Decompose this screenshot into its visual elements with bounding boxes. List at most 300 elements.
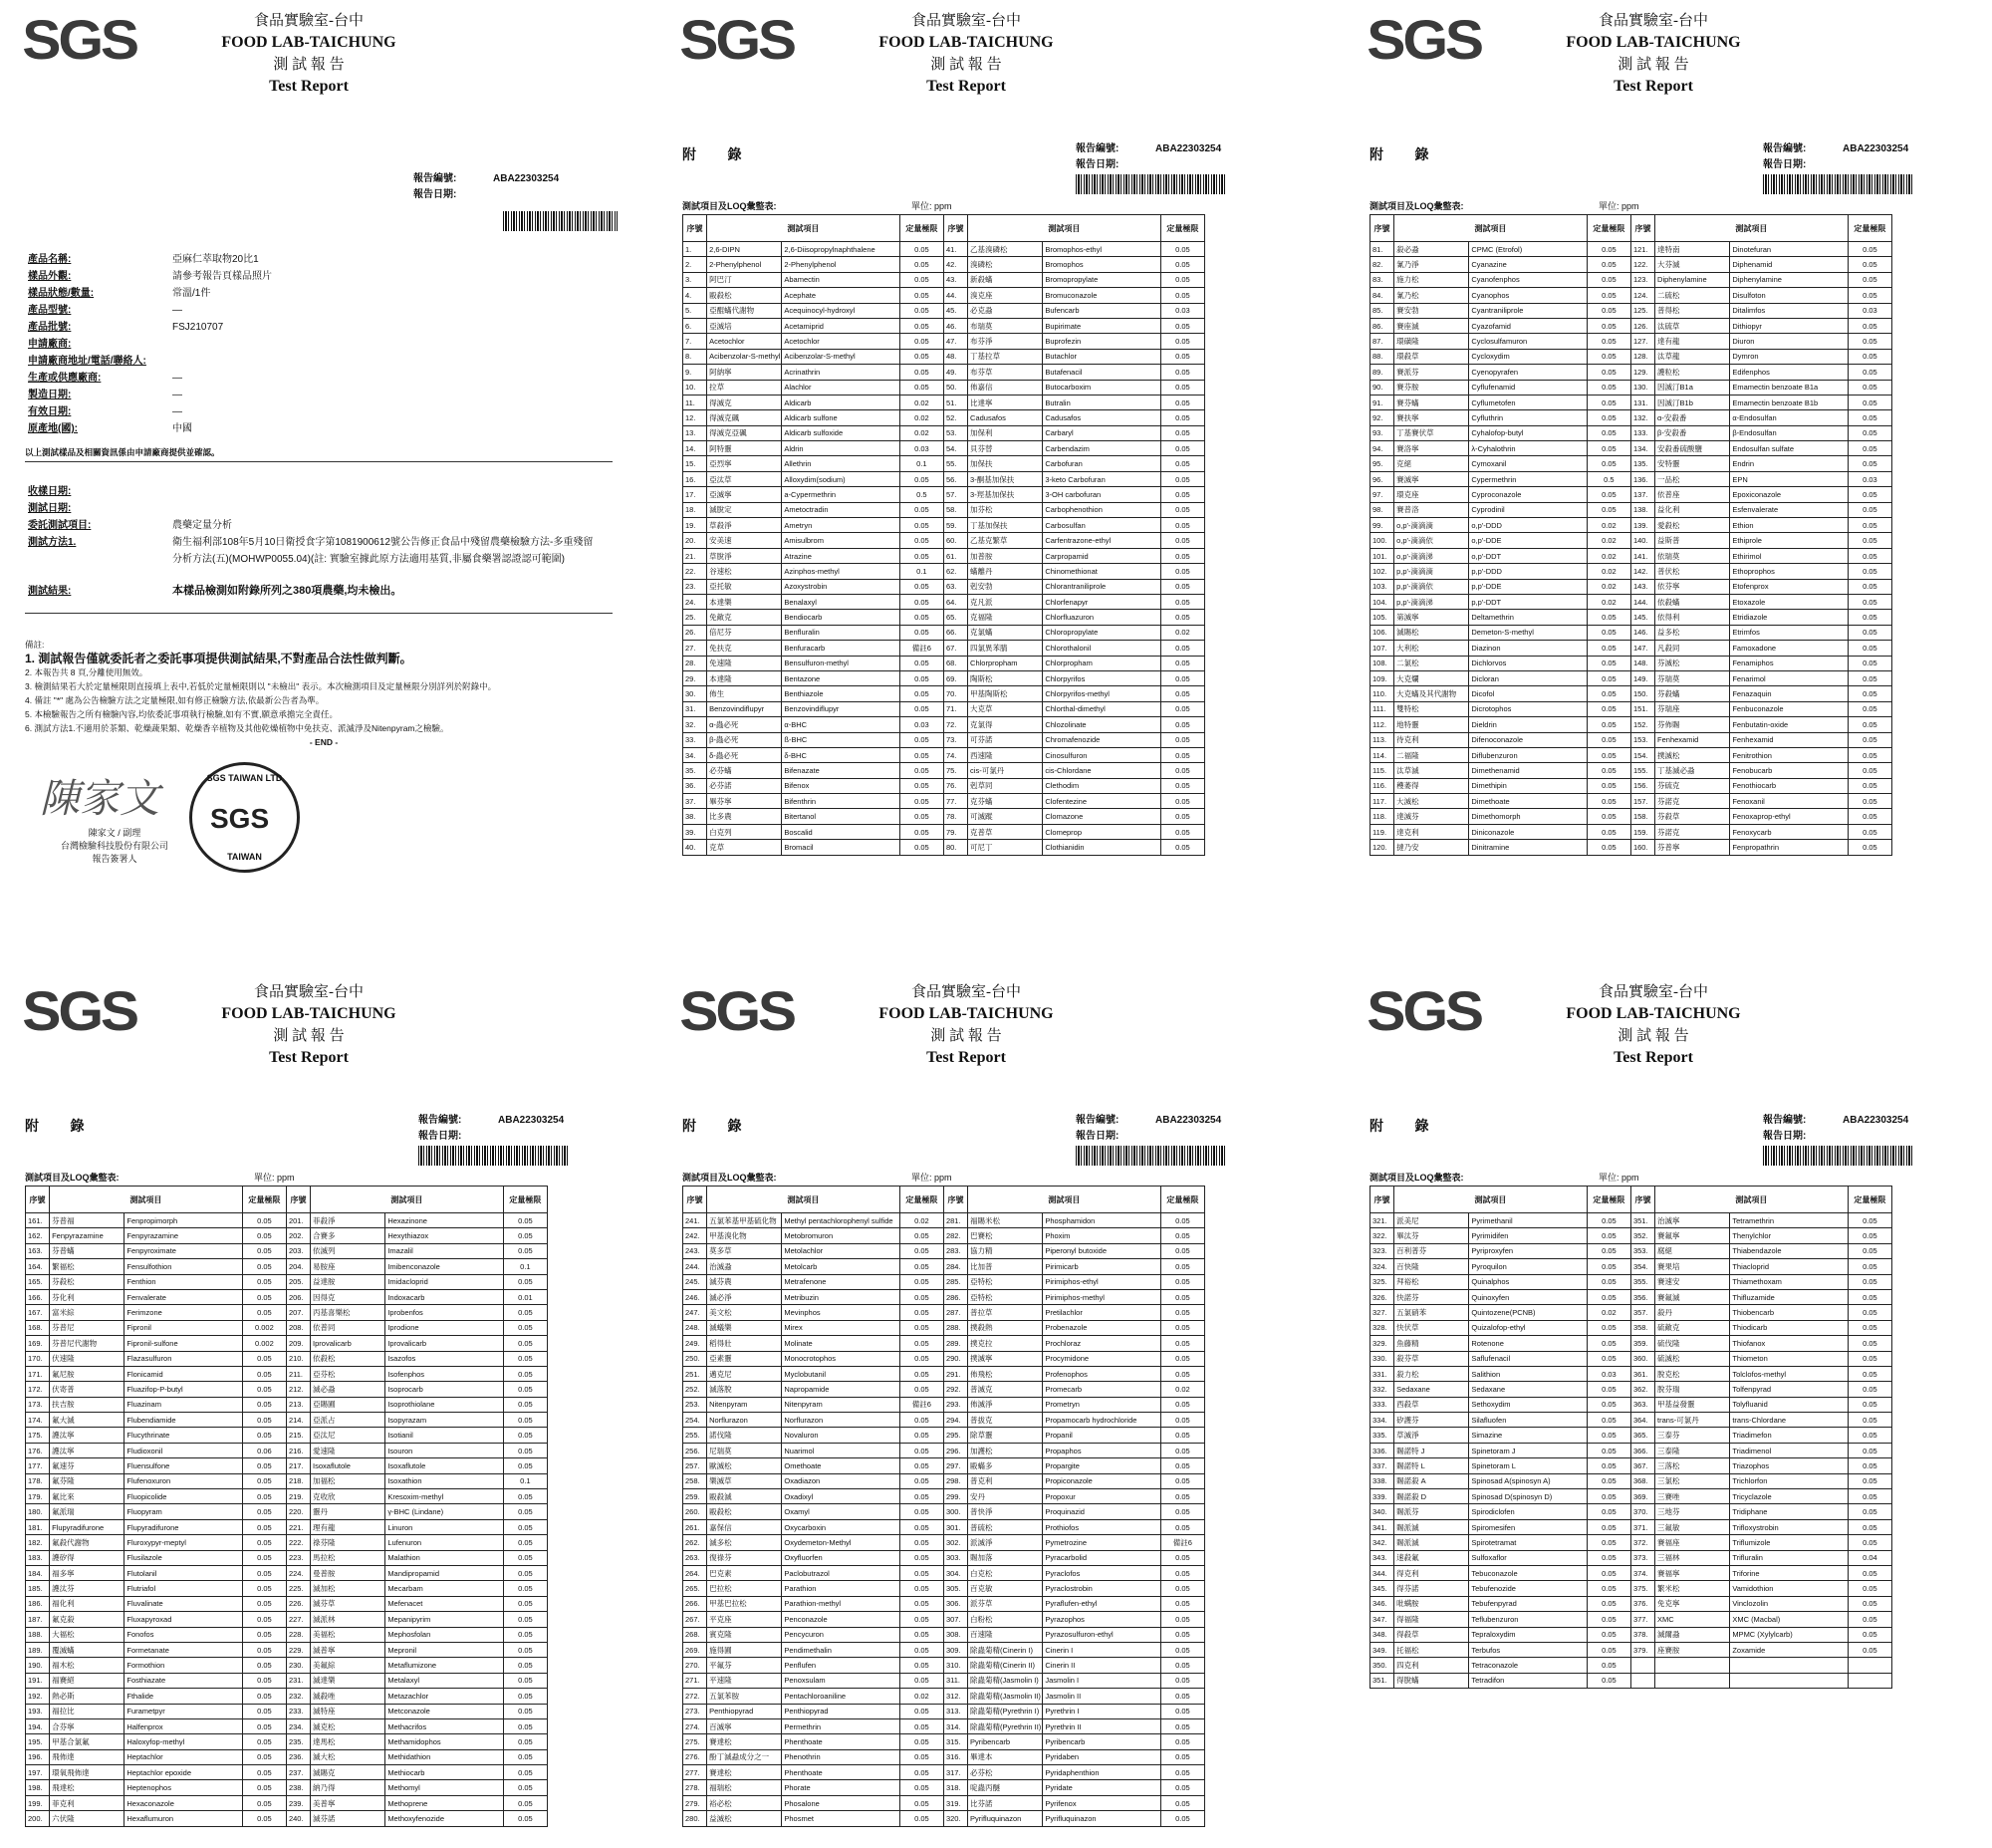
table-cell: 0.05 (242, 1704, 286, 1718)
table-cell: 181. (26, 1519, 50, 1534)
table-row (683, 242, 1205, 257)
table-row (683, 288, 1205, 303)
table-cell: 滅賜克 (311, 1765, 385, 1780)
table-cell: Cinerin I (1043, 1642, 1160, 1657)
table-cell: 291. (943, 1366, 967, 1381)
table-cell: Chlorothalonil (1043, 641, 1160, 656)
table-cell: 45. (943, 303, 967, 318)
table-row (26, 1443, 548, 1457)
table-cell: Hexaflumuron (124, 1811, 242, 1826)
table-cell: 菲殺淨 (311, 1213, 385, 1228)
table-cell: Hexazinone (385, 1213, 503, 1228)
table-cell: 309. (943, 1642, 967, 1657)
table-cell: Bensulfuron-methyl (782, 656, 899, 670)
table-cell: 54. (943, 441, 967, 456)
table-cell: Quinoxyfen (1469, 1289, 1587, 1304)
table-cell: 129. (1630, 365, 1654, 380)
table-row (683, 778, 1205, 793)
table-cell: 51. (943, 395, 967, 409)
table-cell: Pyrimethanil (1469, 1213, 1587, 1228)
table-cell: 112. (1370, 717, 1394, 732)
table-row (1370, 1243, 1892, 1258)
table-cell: Heptenophos (124, 1780, 242, 1795)
lab-name-zh: 食品實驗室-台中 (911, 13, 1021, 29)
table-cell: 滅芬農 (707, 1274, 782, 1289)
table-cell: 巴拉松 (707, 1581, 782, 1596)
table-cell: 白克松 (968, 1565, 1043, 1580)
table-cell: 332. (1370, 1382, 1394, 1397)
table-cell: 14. (683, 441, 707, 456)
table-cell: 賽洛寧 (1394, 441, 1469, 456)
table-cell: Bromuconazole (1043, 288, 1160, 303)
table-row (1370, 747, 1892, 762)
table-cell: 313. (943, 1704, 967, 1718)
table-cell: 272. (683, 1689, 707, 1704)
table-cell: 環克座 (1394, 487, 1469, 502)
test-result (28, 583, 401, 600)
table-cell: 371. (1630, 1519, 1654, 1534)
table-cell: 0.05 (1587, 610, 1630, 625)
table-cell: Chromafenozide (1043, 732, 1160, 747)
table-cell: 0.05 (242, 1366, 286, 1381)
table-cell: 346. (1370, 1596, 1394, 1611)
table-cell: 巴克素 (707, 1565, 782, 1580)
table-cell: 0.05 (503, 1642, 547, 1657)
table-cell: 250. (683, 1351, 707, 1366)
field-row (28, 500, 593, 517)
table-cell: 0.05 (899, 1550, 943, 1565)
table-cell: 278. (683, 1780, 707, 1795)
table-cell: 246. (683, 1289, 707, 1304)
table-cell: Benzovindiflupyr (707, 701, 782, 716)
table-cell: Pirimiphos-ethyl (1043, 1274, 1160, 1289)
table-cell: 除蟲菊精(Pyrethrin II) (968, 1718, 1043, 1733)
table-cell: 146. (1630, 625, 1654, 640)
table-cell: 繁米松 (1655, 1581, 1730, 1596)
table-cell: 55. (943, 456, 967, 471)
table-cell: Quintozene(PCNB) (1469, 1305, 1587, 1320)
table-cell: Triadimefon (1730, 1428, 1848, 1443)
table-cell: 0.05 (503, 1366, 547, 1381)
table-cell: 297. (943, 1458, 967, 1473)
table-row (1370, 441, 1892, 456)
table-cell: 315. (943, 1734, 967, 1749)
table-row (683, 1382, 1205, 1397)
table-cell: 福拉比 (50, 1704, 124, 1718)
table-cell: 0.05 (1160, 471, 1204, 486)
table-cell: 飛佈達 (50, 1749, 124, 1764)
table-cell: Tridiphane (1730, 1504, 1848, 1519)
table-cell: 0.05 (1160, 1519, 1204, 1534)
table-cell: 0.05 (1160, 1228, 1204, 1243)
table-cell: 194. (26, 1718, 50, 1733)
field-row (28, 403, 272, 420)
table-cell: 0.05 (899, 1489, 943, 1504)
table-row (1370, 717, 1892, 732)
table-cell: Fenpyrazamine (50, 1228, 124, 1243)
table-cell: 338. (1370, 1473, 1394, 1488)
table-row (26, 1642, 548, 1657)
table-cell: 0.05 (1848, 257, 1891, 272)
table-cell: Dieldrin (1469, 717, 1587, 732)
table-cell: Fenhexamid (1730, 732, 1848, 747)
table-cell: Aldrin (782, 441, 899, 456)
table-cell: 20. (683, 533, 707, 548)
table-row (1370, 425, 1892, 440)
report-date-row (1763, 1129, 1908, 1145)
table-cell: Aldicarb (782, 395, 899, 409)
table-row (26, 1612, 548, 1627)
table-cell: 0.05 (899, 318, 943, 333)
table-cell: Flucythrinate (124, 1428, 242, 1443)
table-cell: 69. (943, 670, 967, 685)
table-row (1370, 840, 1892, 855)
table-cell: 0.05 (1160, 1289, 1204, 1304)
table-cell: Spirodiclofen (1469, 1504, 1587, 1519)
lab-name-en: FOOD LAB-TAICHUNG (878, 1005, 1054, 1022)
table-row (1370, 670, 1892, 685)
table-cell: Parathion-methyl (782, 1596, 899, 1611)
table-cell: 0.05 (1848, 1535, 1891, 1550)
table-cell: 0.05 (503, 1704, 547, 1718)
table-cell: Triadimenol (1730, 1443, 1848, 1457)
report-no-label: 報告編號: (1076, 143, 1120, 154)
table-cell: 安丹 (968, 1489, 1043, 1504)
table-cell: 79. (943, 824, 967, 839)
table-cell: 0.05 (1160, 380, 1204, 395)
table-cell: Thiacloprid (1730, 1259, 1848, 1274)
table-cell: Propanil (1043, 1428, 1160, 1443)
table-cell: 0.5 (1587, 471, 1630, 486)
table-cell: 0.05 (503, 1535, 547, 1550)
table-cell: 186. (26, 1596, 50, 1611)
table-cell: 125. (1630, 303, 1654, 318)
table-cell: 365. (1630, 1428, 1654, 1443)
table-cell: 105. (1370, 610, 1394, 625)
header-no: 序號 (943, 215, 967, 242)
table-cell: 滅多松 (707, 1535, 782, 1550)
table-cell: 0.05 (242, 1228, 286, 1243)
table-cell: 六伏隆 (50, 1811, 124, 1826)
table-cell: Pyribencarb (968, 1734, 1043, 1749)
barcode (1076, 174, 1225, 194)
table-cell: 0.05 (1587, 502, 1630, 517)
table-cell: 357. (1630, 1305, 1654, 1320)
table-row (683, 625, 1205, 640)
table-cell: Malathion (385, 1550, 503, 1565)
table-cell: 211. (286, 1366, 310, 1381)
table-cell: 普滅克 (968, 1382, 1043, 1397)
table-cell: 谷速松 (707, 564, 782, 579)
test-result-label: 測試結果: (28, 586, 72, 597)
table-cell: Alachlor (782, 380, 899, 395)
table-cell: 凡殺同 (1655, 641, 1730, 656)
table-cell: 158. (1630, 809, 1654, 824)
table-cell: Isopyrazam (385, 1413, 503, 1428)
table-cell: 109. (1370, 670, 1394, 685)
table-cell: o,p'-DDE (1469, 533, 1587, 548)
table-cell: 克凡派 (968, 594, 1043, 609)
table-cell: Flufenoxuron (124, 1473, 242, 1488)
table-cell: Cycloxydim (1469, 349, 1587, 364)
table-cell: 撲克拉 (968, 1336, 1043, 1351)
field-value: 中國 (172, 423, 192, 434)
table-cell: 0.05 (1848, 288, 1891, 303)
table-cell: 242. (683, 1228, 707, 1243)
table-cell: Benfuracarb (782, 641, 899, 656)
table-cell: Novaluron (782, 1428, 899, 1443)
table-cell: 0.02 (899, 1213, 943, 1228)
table-cell: Isoprocarb (385, 1382, 503, 1397)
table-cell: Edifenphos (1730, 365, 1848, 380)
table-row (26, 1458, 548, 1473)
table-cell: Pyroquilon (1469, 1259, 1587, 1274)
table-cell: 合芬寧 (50, 1718, 124, 1733)
appendix-title: 附 錄 (25, 1120, 99, 1135)
table-cell: Chlorpyrifos (1043, 670, 1160, 685)
table-cell: 芬瑞座 (1655, 701, 1730, 716)
table-cell: 0.05 (1848, 670, 1891, 685)
table-cell: 滅必淨 (707, 1289, 782, 1304)
table-cell: o,p'-滴滴依 (1394, 533, 1469, 548)
table-cell: 0.05 (503, 1550, 547, 1565)
table-cell: 腐絕 (1655, 1243, 1730, 1258)
table-cell: 47. (943, 334, 967, 349)
table-cell: 139. (1630, 518, 1654, 533)
table-cell: 0.05 (1848, 318, 1891, 333)
table-cell: 212. (286, 1382, 310, 1397)
table-cell: 258. (683, 1473, 707, 1488)
table-cell: 0.05 (1160, 288, 1204, 303)
table-cell: 0.02 (1587, 594, 1630, 609)
table-row (683, 656, 1205, 670)
table-cell: 0.05 (1587, 425, 1630, 440)
table-cell: Fenpropimorph (124, 1213, 242, 1228)
table-cell: 26. (683, 625, 707, 640)
table-cell: Diflubenzuron (1469, 747, 1587, 762)
table-cell: Azinphos-methyl (782, 564, 899, 579)
table-cell: 安殺番硫酸鹽 (1655, 441, 1730, 456)
table-cell: 0.05 (899, 670, 943, 685)
table-cell: Clomeprop (1043, 824, 1160, 839)
table-cell: 0.05 (1587, 456, 1630, 471)
field-value: 分析方法(五)(MOHWP0055.04)(註: 實驗室據此原方法適用基質,非屬食藥署認證認可範圍) (172, 554, 565, 565)
table-cell: 0.05 (899, 288, 943, 303)
table-cell: Mephosfolan (385, 1627, 503, 1642)
table-cell: 0.1 (503, 1259, 547, 1274)
table-cell: Oxamyl (782, 1504, 899, 1519)
table-cell: 滅芬諾 (311, 1811, 385, 1826)
table-cell: 滅達樂 (311, 1673, 385, 1688)
table-cell: 50. (943, 380, 967, 395)
table-cell: 0.05 (1160, 1627, 1204, 1642)
table-cell: Pretilachlor (1043, 1305, 1160, 1320)
table-cell: 0.05 (1848, 487, 1891, 502)
table-cell: 大利松 (1394, 641, 1469, 656)
table-cell: Triflumizole (1730, 1535, 1848, 1550)
table-cell: 0.05 (503, 1397, 547, 1412)
table-cell: 0.05 (503, 1811, 547, 1826)
table-cell: 汰硫草 (1655, 318, 1730, 333)
table-cell: Buprofezin (1043, 334, 1160, 349)
table-cell: 免速隆 (707, 656, 782, 670)
table-cell: 0.05 (503, 1305, 547, 1320)
table-row (683, 686, 1205, 701)
table-cell: Etrimfos (1730, 625, 1848, 640)
table-cell: Fluazifop-P-butyl (124, 1382, 242, 1397)
table-cell: Aldicarb sulfoxide (782, 425, 899, 440)
table-cell: 344. (1370, 1565, 1394, 1580)
table-cell: 0.05 (1848, 701, 1891, 716)
table-row (26, 1489, 548, 1504)
table-cell: 0.02 (1587, 518, 1630, 533)
report-date-label: 報告日期: (418, 1131, 462, 1142)
table-row (26, 1336, 548, 1351)
table-cell: Cinerin II (1043, 1658, 1160, 1673)
table-cell: 259. (683, 1489, 707, 1504)
table-cell: Diphenylamine (1730, 272, 1848, 287)
lab-title-block (1539, 10, 1768, 98)
table-row (26, 1718, 548, 1733)
table-cell: 35. (683, 763, 707, 778)
table-cell: 派滅淨 (968, 1535, 1043, 1550)
table-cell: Hexythiazox (385, 1228, 503, 1243)
table-cell: 賜派芬 (1394, 1504, 1469, 1519)
table-cell: 204. (286, 1259, 310, 1274)
table-cell: 0.05 (1160, 487, 1204, 502)
table-cell: 3-酮基加保扶 (968, 471, 1043, 486)
table-cell: 三福林 (1655, 1550, 1730, 1565)
table-row (683, 1642, 1205, 1657)
header-item: 測試項目 (1655, 1187, 1849, 1213)
table-cell: 243. (683, 1243, 707, 1258)
table-row (1370, 334, 1892, 349)
table-cell: 依芬寧 (1655, 579, 1730, 594)
table-cell: Piperonyl butoxide (1043, 1243, 1160, 1258)
sgs-logo: SGS (22, 979, 136, 1042)
table-cell: 芬普尼 (50, 1320, 124, 1335)
table-cell: 64. (943, 594, 967, 609)
table-row (683, 456, 1205, 471)
table-cell: 128. (1630, 349, 1654, 364)
table-cell: Propamocarb hydrochloride (1043, 1413, 1160, 1428)
table-cell: 141. (1630, 548, 1654, 563)
table-cell: 321. (1370, 1213, 1394, 1228)
table-cell: Indoxacarb (385, 1289, 503, 1304)
table-cell: 377. (1630, 1612, 1654, 1627)
table-cell (1730, 1658, 1848, 1673)
table-row (1370, 1366, 1892, 1381)
table-row (683, 1473, 1205, 1488)
table-row (683, 763, 1205, 778)
table-cell: 122. (1630, 257, 1654, 272)
table-cell: 0.05 (899, 594, 943, 609)
field-row (28, 534, 593, 551)
table-cell: Pyrethrin I (1043, 1704, 1160, 1718)
table-cell: 10. (683, 380, 707, 395)
table-cell: 0.05 (1160, 1718, 1204, 1733)
table-cell: 除蟲菊精(Jasmolin II) (968, 1689, 1043, 1704)
table-cell: 0.05 (1587, 670, 1630, 685)
table-cell: 0.05 (242, 1274, 286, 1289)
report-no-label: 報告編號: (1076, 1115, 1120, 1126)
table-cell: 0.05 (1160, 395, 1204, 409)
table-cell: 加護松 (968, 1443, 1043, 1457)
table-cell: Carpropamid (1043, 548, 1160, 563)
table-cell: 0.05 (1160, 763, 1204, 778)
barcode (1076, 1146, 1225, 1166)
table-cell: Phenthoate (782, 1765, 899, 1780)
table-header-row (1370, 1187, 1892, 1213)
table-cell: Procymidone (1043, 1351, 1160, 1366)
table-cell: 亞醌蟎代謝物 (707, 303, 782, 318)
table-cell: 0.05 (503, 1581, 547, 1596)
table-cell: Permethrin (782, 1718, 899, 1733)
table-cell: 0.05 (1160, 1749, 1204, 1764)
table-cell: Pendimethalin (782, 1642, 899, 1657)
table-cell: 0.05 (1587, 809, 1630, 824)
table-cell: 9. (683, 365, 707, 380)
table-cell: Dicofol (1469, 686, 1587, 701)
table-cell: 363. (1630, 1397, 1654, 1412)
table-cell: 56. (943, 471, 967, 486)
table-cell: 348. (1370, 1627, 1394, 1642)
table-cell: 342. (1370, 1535, 1394, 1550)
table-cell: 0.05 (1160, 1658, 1204, 1673)
company-name: 台灣檢驗科技股份有限公司 (60, 841, 168, 851)
table-cell: 白克列 (707, 824, 782, 839)
table-cell: 0.05 (1848, 840, 1891, 855)
table-cell: Demeton-S-methyl (1469, 625, 1587, 640)
table-cell: 因得克 (311, 1289, 385, 1304)
table-cell: 諾伐隆 (707, 1428, 782, 1443)
table-cell: Ditalimfos (1730, 303, 1848, 318)
table-cell: Pyrimidifen (1469, 1228, 1587, 1243)
loq-table (1370, 1186, 1892, 1689)
table-row (683, 502, 1205, 517)
signer-name: 陳家文 / 副理 (88, 828, 141, 838)
table-cell: Trifluralin (1730, 1550, 1848, 1565)
table-cell: 0.05 (1160, 1504, 1204, 1519)
table-cell: 0.05 (1848, 1243, 1891, 1258)
table-cell: Hexaconazole (124, 1795, 242, 1810)
table-cell: 0.05 (1587, 1473, 1630, 1488)
table-cell: 0.05 (503, 1612, 547, 1627)
table-cell: 285. (943, 1274, 967, 1289)
table-cell: 108. (1370, 656, 1394, 670)
table-cell: 0.05 (899, 1765, 943, 1780)
table-row (1370, 349, 1892, 364)
table-cell: 270. (683, 1658, 707, 1673)
table-row (1370, 1458, 1892, 1473)
field-row (28, 387, 272, 403)
table-cell: 護汰芬 (50, 1581, 124, 1596)
table-cell: 265. (683, 1581, 707, 1596)
table-cell: 0.02 (899, 410, 943, 425)
report-date-label: 報告日期: (1763, 1131, 1807, 1142)
table-row (26, 1596, 548, 1611)
table-cell: 依滅列 (311, 1243, 385, 1258)
table-cell: 0.05 (503, 1458, 547, 1473)
table-row (683, 1581, 1205, 1596)
table-cell: 賽芬胺 (1394, 380, 1469, 395)
table-cell: 268. (683, 1627, 707, 1642)
table-cell: 啶蟲丙醚 (968, 1780, 1043, 1795)
table-header-row (683, 1187, 1205, 1213)
table-cell: 201. (286, 1213, 310, 1228)
table-cell: 0.05 (503, 1596, 547, 1611)
table-cell: 氟芬隆 (50, 1473, 124, 1488)
